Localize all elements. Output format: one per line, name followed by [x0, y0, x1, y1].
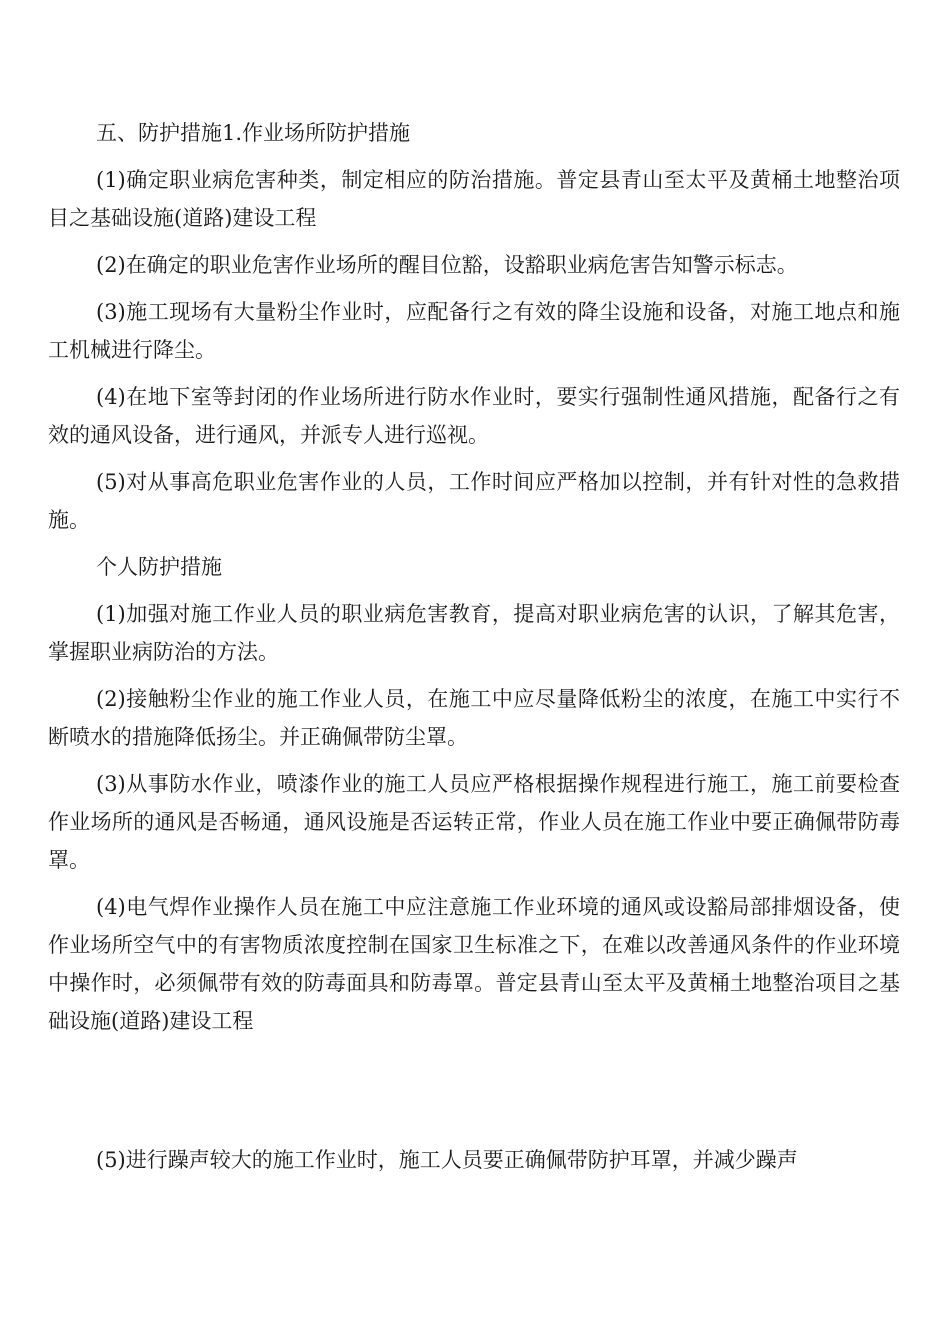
paragraph: (5)进行躁声较大的施工作业时，施工人员要正确佩带防护耳罩，并减少躁声 — [96, 1148, 798, 1172]
paragraph: (3)从事防水作业，喷漆作业的施工人员应严格根据操作规程进行施工，施工前要检查作业场所的通风是否畅通，通风设施是否运转正常，作业人员在施工作业中要正确佩带防毒罩。 — [48, 772, 900, 872]
page-gap — [48, 1049, 900, 1141]
paragraph: (5)对从事高危职业危害作业的人员，工作时间应严格加以控制，并有针对性的急救措施。 — [48, 470, 900, 532]
paragraph: (4)在地下室等封闭的作业场所进行防水作业时，要实行强制性通风措施，配备行之有效的通风设备，进行通风，并派专人进行巡视。 — [48, 385, 900, 447]
paragraph: (2)接触粉尘作业的施工作业人员，在施工中应尽量降低粉尘的浓度，在施工中实行不断喷水的措施降低扬尘。并正确佩带防尘罩。 — [48, 687, 900, 749]
document-body — [48, 114, 900, 1188]
paragraph: (1)加强对施工作业人员的职业病危害教育，提高对职业病危害的认识，了解其危害，掌握职业病防治的方法。 — [48, 602, 900, 664]
subsection-heading: 个人防护措施 — [96, 555, 222, 579]
paragraph: (3)施工现场有大量粉尘作业时，应配备行之有效的降尘设施和设备，对施工地点和施工机械进行降尘。 — [48, 300, 900, 362]
paragraph: (4)电气焊作业操作人员在施工中应注意施工作业环境的通风或设豁局部排烟设备，使作业场所空气中的有害物质浓度控制在国家卫生标准之下，在难以改善通风条件的作业环境中操作时，必须佩带有效的防毒面具和防毒罩。普定县青山至太平及黄桶土地整治项目之基础设施(道路)建设工程 — [48, 895, 900, 1033]
paragraph: (2)在确定的职业危害作业场所的醒目位豁，设豁职业病危害告知警示标志。 — [96, 253, 798, 277]
paragraph: (1)确定职业病危害种类，制定相应的防治措施。普定县青山至太平及黄桶土地整治项目之基础设施(道路)建设工程 — [48, 168, 900, 230]
section-heading: 五、防护措施1.作业场所防护措施 — [96, 121, 411, 145]
